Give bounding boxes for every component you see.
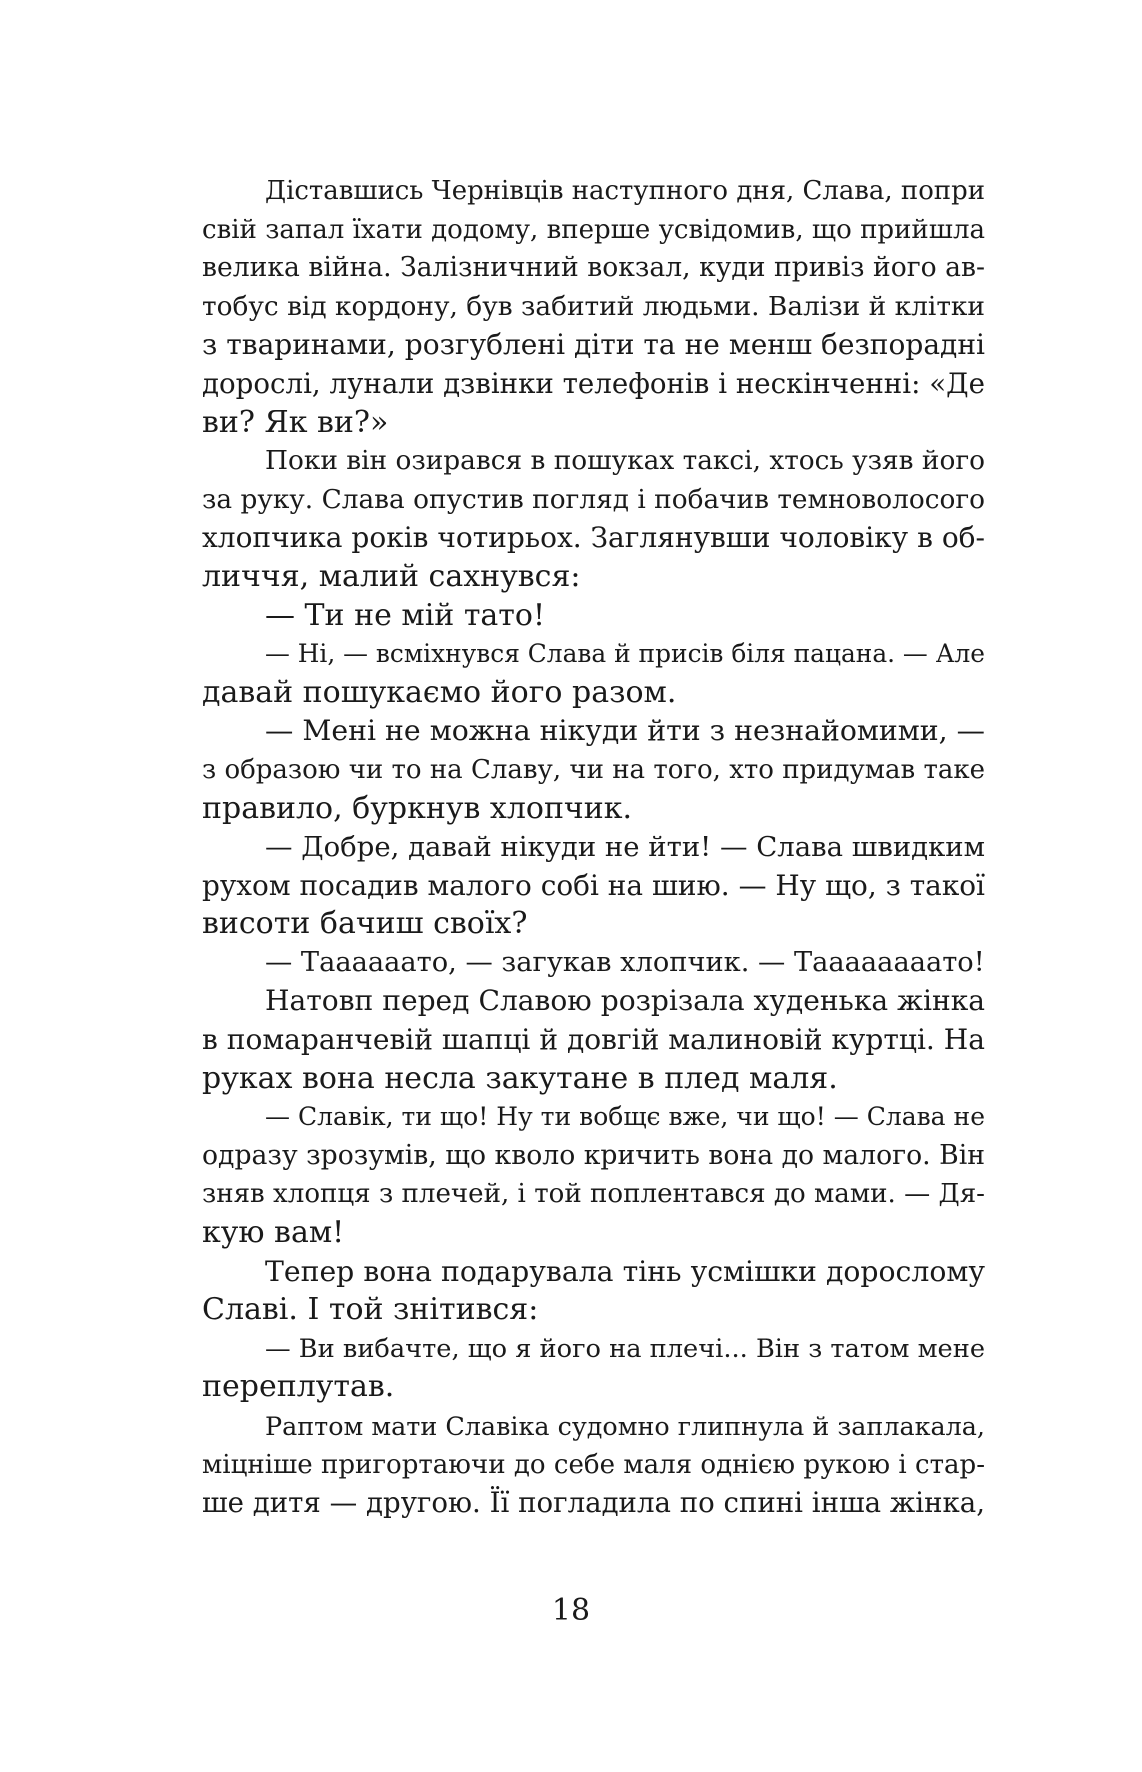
text-line: Натовп перед Славою розрізала худенька жінка (265, 984, 985, 1018)
page-number: 18 (551, 1593, 591, 1628)
text-line: зняв хлопця з плечей, і той поплентався до мами. — Дя- (202, 1179, 985, 1210)
text-line: руках вона несла закутане в плед маля. (202, 1060, 838, 1096)
text-line: хлопчика років чотирьох. Заглянувши чоловіку в об- (202, 521, 985, 555)
text-line: Славі. І той знітився: (202, 1292, 539, 1328)
text-line: правило, буркнув хлопчик. (202, 790, 633, 826)
paragraph (202, 1253, 985, 1330)
paragraph (202, 944, 985, 983)
text-line: кую вам! (202, 1215, 345, 1251)
text-line: Діставшись Чернівців наступного дня, Слава, попри (265, 176, 985, 206)
text-line: дорослі, лунали дзвінки телефонів і нескінченні: «Де (202, 366, 985, 400)
paragraph (202, 1330, 985, 1407)
paragraph (202, 1098, 985, 1252)
text-line: в помаранчевій шапці й довгій малиновій куртці. На (202, 1023, 985, 1057)
text-line: Поки він озирався в пошуках таксі, хтось узяв його (265, 446, 986, 477)
text-line: Тепер вона подарувала тінь усмішки дорослому (265, 1254, 985, 1288)
text-line: за руку. Слава опустив погляд і побачив темноволосого (202, 484, 985, 515)
paragraph (202, 1407, 985, 1523)
text-line: одразу зрозумів, що кволо кричить вона до малого. Він (202, 1139, 985, 1171)
text-line: — Ви вибачте, що я його на плечі... Він з татом мене (265, 1333, 985, 1364)
paragraph (202, 635, 985, 712)
text-line: тобус від кордону, був забитий людьми. Валізи й клітки (202, 291, 985, 322)
paragraph (202, 442, 985, 596)
text-line: — Ні, — всміхнувся Слава й присів біля пацана. — Але (265, 639, 985, 669)
text-line: — Славік, ти що! Ну ти вобщє вже, чи що! — Слава не (265, 1102, 985, 1132)
text-line: з тваринами, розгублені діти та не менш безпорадні (202, 328, 985, 362)
paragraph (202, 828, 985, 944)
text-line: — Ти не мій тато! (265, 597, 546, 633)
text-line: висоти бачиш своїх? (202, 906, 528, 942)
text-line: переплутав. (202, 1369, 395, 1405)
text-line: — Таааааато, — загукав хлопчик. — Таааааааато! (265, 946, 985, 978)
text-line: рухом посадив малого собі на шию. — Ну що, з такої (202, 868, 985, 902)
text-line: давай пошукаємо його разом. (202, 674, 677, 710)
text-line: з образою чи то на Славу, чи на того, хто придумав таке (202, 754, 985, 785)
text-line: личчя, малий сахнувся: (202, 558, 581, 594)
text-line: міцніше пригортаючи до себе маля однією рукою і стар- (202, 1449, 985, 1480)
text-line: — Добре, давай нікуди не йти! — Слава швидким (265, 831, 985, 864)
paragraph (202, 597, 985, 636)
paragraph (202, 172, 985, 442)
body-text (202, 172, 985, 1523)
text-line: ви? Як ви?» (202, 404, 389, 440)
text-line: Раптом мати Славіка судомно глипнула й заплакала, (265, 1411, 985, 1441)
paragraph (202, 982, 985, 1098)
text-line: велика війна. Залізничний вокзал, куди привіз його ав- (202, 252, 985, 284)
text-line: — Мені не можна нікуди йти з незнайомими, — (265, 714, 985, 748)
paragraph (202, 712, 985, 828)
text-line: ше дитя — другою. Її погладила по спині інша жінка, (202, 1486, 985, 1520)
text-line: свій запал їхати додому, вперше усвідомив, що прийшла (202, 214, 985, 245)
